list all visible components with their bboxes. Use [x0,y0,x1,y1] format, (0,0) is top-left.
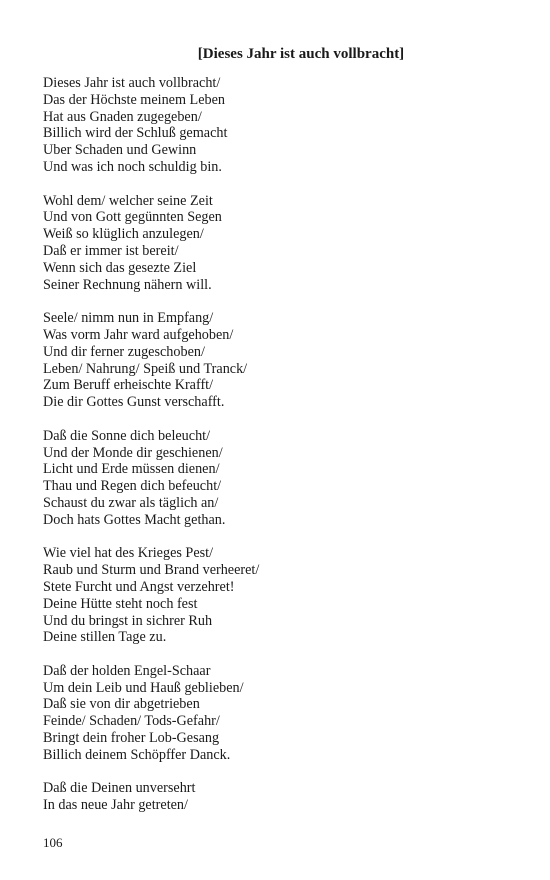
poem-line: Hat aus Gnaden zugegeben/ [43,108,202,125]
poem-line: Schaust du zwar als täglich an/ [43,494,219,511]
poem-body [43,75,523,831]
poem-line: Daß die Deinen unversehrt [43,780,196,797]
poem-line: Deine stillen Tage zu. [43,629,167,646]
poem-line: Und dir ferner zugeschoben/ [43,343,205,360]
poem-line: Wenn sich das gesezte Ziel [43,259,197,276]
poem-line: Wohl dem/ welcher seine Zeit [43,192,213,209]
poem-line: Weiß so klüglich anzulegen/ [43,226,204,243]
poem-line: Und du bringst in sichrer Ruh [43,612,213,629]
stanza [43,75,523,176]
poem-line: Daß der holden Engel-Schaar [43,662,211,679]
poem-line: Raub und Sturm und Brand verheeret/ [43,562,260,579]
poem-line: Und der Monde dir geschienen/ [43,444,223,461]
page-number: 106 [43,835,63,850]
poem-line: Und was ich noch schuldig bin. [43,158,222,175]
poem-line: Doch hats Gottes Macht gethan. [43,511,226,528]
poem-line: Zum Beruff erheischte Krafft/ [43,377,214,394]
poem-line: Stete Furcht und Angst verzehret! [43,578,235,595]
poem-line: Die dir Gottes Gunst verschafft. [43,394,225,411]
poem-line: In das neue Jahr getreten/ [43,797,188,814]
poem-line: Dieses Jahr ist auch vollbracht/ [43,75,221,91]
poem-line: Das der Höchste meinem Leben [43,91,226,108]
poem-line: Daß die Sonne dich beleucht/ [43,427,211,444]
poem-line: Billich deinem Schöpffer Danck. [43,746,231,763]
poem-line: Daß sie von dir abgetrieben [43,696,200,713]
poem-line: Seiner Rechnung nähern will. [43,276,212,293]
poem-line: Deine Hütte steht noch fest [43,595,198,612]
stanza [43,428,523,529]
poem-line: Wie viel hat des Krieges Pest/ [43,545,214,562]
stanza [43,193,523,294]
stanza [43,310,523,411]
stanza [43,663,523,764]
poem-line: Seele/ nimm nun in Empfang/ [43,310,214,327]
poem-line: Thau und Regen dich befeucht/ [43,478,222,495]
poem-line: Licht und Erde müssen dienen/ [43,461,220,478]
poem-line: Bringt dein froher Lob-Gesang [43,730,220,747]
poem-line: Feinde/ Schaden/ Tods-Gefahr/ [43,713,220,730]
poem-title: [Dieses Jahr ist auch vollbracht] [197,46,405,62]
poem-line: Daß er immer ist bereit/ [43,242,179,259]
poem-line: Was vorm Jahr ward aufgehoben/ [43,326,234,343]
poem-line: Billich wird der Schluß gemacht [43,125,228,142]
poem-line: Um dein Leib und Hauß geblieben/ [43,679,244,696]
poem-line: Uber Schaden und Gewinn [43,142,197,159]
poem-line: Und von Gott gegünnten Segen [43,209,222,226]
stanza [43,545,523,646]
stanza [43,780,523,814]
poem-line: Leben/ Nahrung/ Speiß und Tranck/ [43,360,248,377]
